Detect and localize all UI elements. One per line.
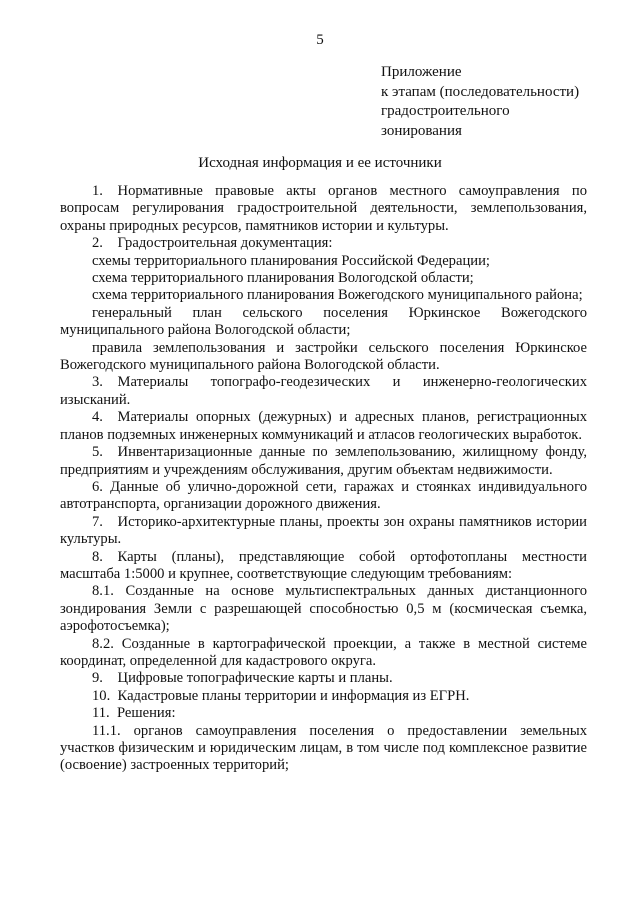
paragraph: 1. Нормативные правовые акты органов местного самоуправления по вопросам регулирования градостроительной деятельности, землепользования, охраны природных ресурсов, памятников истории и культуры. xyxy=(60,183,587,234)
appendix-line: зонирования xyxy=(381,122,462,139)
paragraph: схема территориального планирования Вожегодского муниципального района; xyxy=(92,287,583,304)
appendix-line: градостроительного xyxy=(381,103,510,119)
paragraph: 9. Цифровые топографические карты и планы. xyxy=(92,670,393,687)
section-heading: Исходная информация и ее источники xyxy=(198,155,442,171)
paragraph: 3. Материалы топографо-геодезических и инженерно-геологических изысканий. xyxy=(60,374,587,408)
appendix-note xyxy=(381,63,631,141)
paragraph: 8. Карты (планы), представляющие собой ортофотопланы местности масштаба 1:5000 и крупнее, соответствующие следующим требованиям: xyxy=(60,548,587,582)
paragraph: 11.1. органов самоуправления поселения о предоставлении земельных участков физическим и юридическим лицам, в том числе под комплексное развитие (освоение) застроенных территорий; xyxy=(60,722,587,774)
page-number: 5 xyxy=(316,32,324,48)
paragraph: 4. Материалы опорных (дежурных) и адресных планов, регистрационных планов подземных инженерных коммуникаций и атласов геологических выработок. xyxy=(60,409,587,443)
paragraph: генеральный план сельского поселения Юркинское Вожегодского муниципального района Вологодской области; xyxy=(60,304,587,339)
paragraph: 2. Градостроительная документация: xyxy=(92,235,333,252)
appendix-line: к этапам (последовательности) xyxy=(381,83,580,100)
appendix-line: Приложение xyxy=(381,64,462,80)
document-body xyxy=(60,183,587,775)
paragraph: схемы территориального планирования Российской Федерации; xyxy=(92,252,490,269)
paragraph: 11. Решения: xyxy=(92,705,176,722)
paragraph: 5. Инвентаризационные данные по землепользованию, жилищному фонду, предприятиям и учреждениям обслуживания, другим объектам недвижимости. xyxy=(60,444,587,478)
paragraph: 10. Кадастровые планы территории и информация из ЕГРН. xyxy=(92,687,470,704)
paragraph: правила землепользования и застройки сельского поселения Юркинское Вожегодского муниципального района Вологодской области. xyxy=(60,339,587,374)
paragraph: 8.2. Созданные в картографической проекции, а также в местной системе координат, определенной для кадастрового округа. xyxy=(60,635,587,669)
paragraph: 8.1. Созданные на основе мультиспектральных данных дистанционного зондирования Земли с разрешающей способностью 0,5 м (космическая съемка, аэрофотосъемка); xyxy=(60,583,587,635)
paragraph: 7. Историко-архитектурные планы, проекты зон охраны памятников истории культуры. xyxy=(60,513,587,548)
paragraph: схема территориального планирования Вологодской области; xyxy=(92,270,474,287)
paragraph: 6. Данные об улично-дорожной сети, гаражах и стоянках индивидуального автотранспорта, организации дорожного движения. xyxy=(60,478,587,513)
